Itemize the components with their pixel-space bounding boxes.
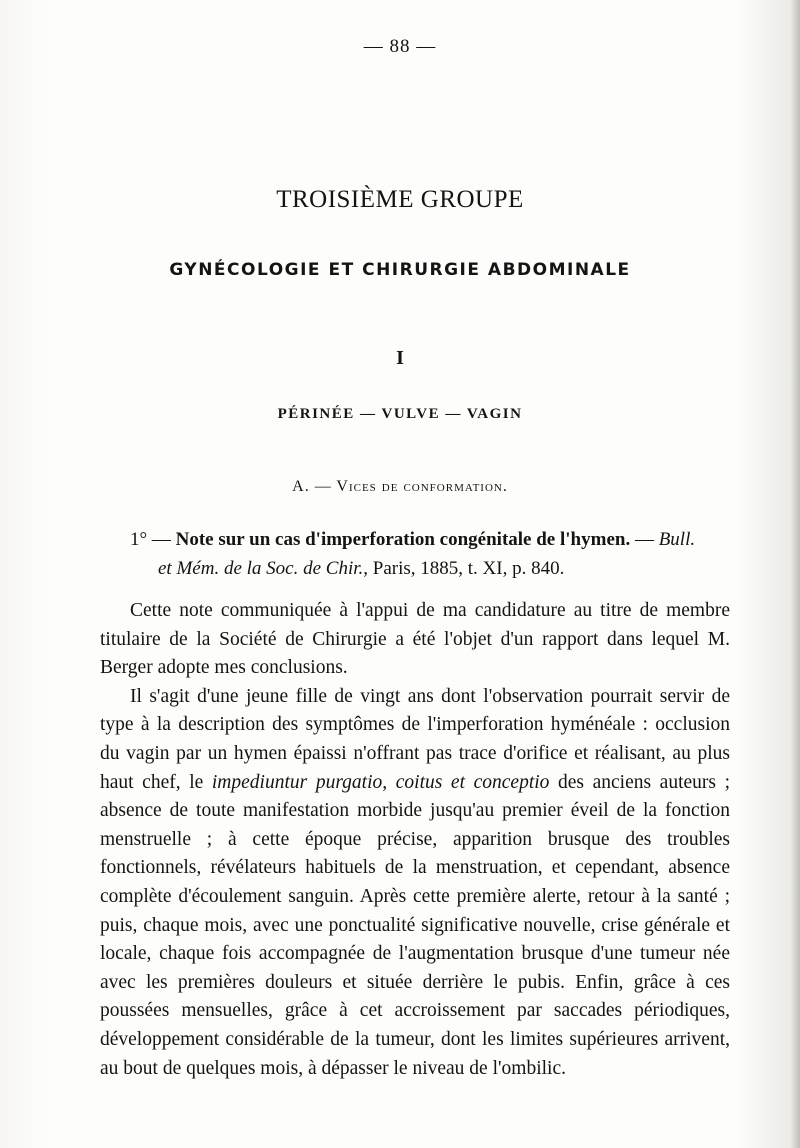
entry-line-1 xyxy=(130,525,740,554)
entry-title: Note sur un cas d'imperforation congénitale de l'hymen. xyxy=(175,529,631,550)
paragraph-2-latin-quote: impediuntur purgatio, coitus et conceptio xyxy=(211,771,550,793)
page-number: — 88 — xyxy=(363,36,437,57)
entry-line-2 xyxy=(158,554,740,583)
paragraph-2 xyxy=(100,683,730,1083)
paragraph-2-part-2: des anciens auteurs ; absence de toute manifestation morbide jusqu'au premier éveil de la fonction menstruelle ; à cette époque précise, apparition brusque des troubles fonctionnels, révélateurs habituels de la menstruation, et cependant, absence complète d'écoulement sanguin. Après cette première alerte, retour à la santé ; puis, chaque mois, avec une ponctualité significative nouvelle, crise générale et locale, chaque fois accompagnée de l'augmentation brusque d'une tumeur née avec les premières douleurs et située derrière le pubis. Enfin, grâce à ces poussées mensuelles, grâce à cet accroissement par saccades périodiques, développement considérable de la tumeur, dont les limites supérieures arrivent, au bout de quelques mois, à dépasser le niveau de l'ombilic. xyxy=(100,771,731,1079)
subsection-title: PÉRINÉE — VULVE — VAGIN xyxy=(277,406,523,422)
page-edge-shadow xyxy=(790,0,800,1148)
entry-ref-italic-1: Bull. xyxy=(658,529,696,550)
entry-ref-rest: , Paris, 1885, t. XI, p. 840. xyxy=(363,558,565,579)
section-title: GYNÉCOLOGIE ET CHIRURGIE ABDOMINALE xyxy=(169,260,631,280)
bibliography-entry xyxy=(100,525,740,583)
entry-number: 1° — xyxy=(130,529,171,550)
subheading: A. — Vices de conformation. xyxy=(292,478,508,495)
entry-ref-italic-2: et Mém. de la Soc. de Chir. xyxy=(158,558,364,579)
group-title: TROISIÈME GROUPE xyxy=(276,186,524,213)
chapter-numeral: I xyxy=(396,347,404,369)
paragraph-1: Cette note communiquée à l'appui de ma candidature au titre de membre titulaire de la Société de Chirurgie a été l'objet d'un rapport dans lequel M. Berger adopte mes conclusions. xyxy=(100,600,730,679)
body-text xyxy=(100,597,730,1083)
paragraph-2-part-1: Il s'agit d'une jeune fille de vingt ans dont l'observation pourrait servir de type à la description des symptômes de l'imperforation hyménéale : occlusion du vagin par un hymen épaissi n'offrant pas trace d'orifice et réalisant, au plus haut chef, le xyxy=(100,685,730,793)
entry-dash: — xyxy=(634,529,654,550)
